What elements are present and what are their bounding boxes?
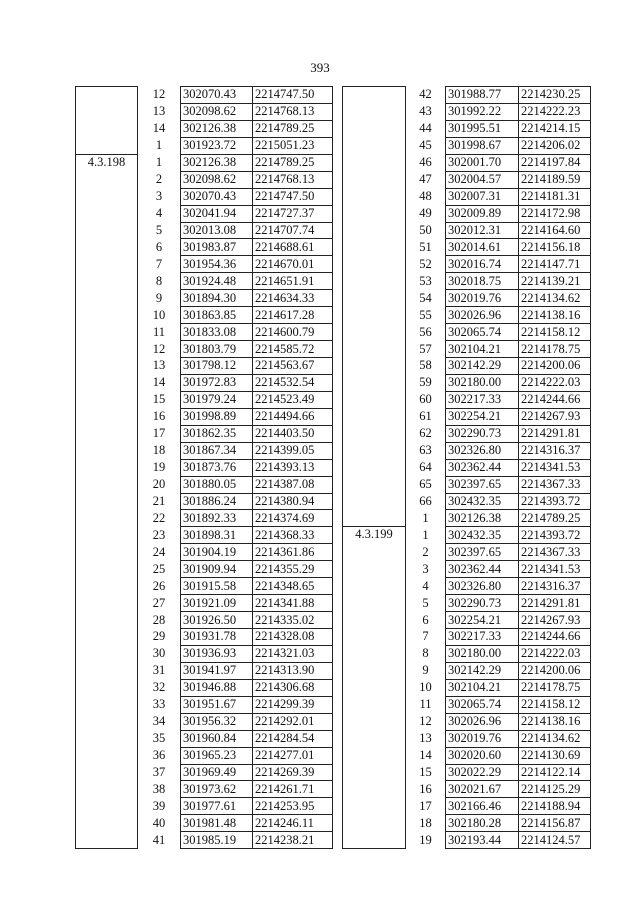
x-coordinate: 302026.96 [446, 307, 519, 324]
x-coordinate: 302098.62 [181, 171, 253, 188]
y-coordinate: 2214200.06 [519, 358, 591, 375]
point-number: 56 [406, 324, 446, 341]
y-coordinate: 2214267.93 [519, 408, 591, 425]
x-coordinate: 302362.44 [446, 459, 519, 476]
y-coordinate: 2214374.69 [253, 510, 333, 527]
y-coordinate: 2214230.25 [519, 87, 591, 104]
table-row [76, 154, 333, 171]
table-row [76, 87, 333, 104]
point-number: 22 [138, 510, 181, 527]
section-label [76, 87, 138, 155]
y-coordinate: 2214600.79 [253, 324, 333, 341]
y-coordinate: 2214688.61 [253, 239, 333, 256]
y-coordinate: 2214139.21 [519, 273, 591, 290]
x-coordinate: 302166.46 [446, 798, 519, 815]
x-coordinate: 302012.31 [446, 222, 519, 239]
y-coordinate: 2214617.28 [253, 307, 333, 324]
x-coordinate: 302007.31 [446, 188, 519, 205]
section-label [343, 87, 406, 527]
x-coordinate: 302290.73 [446, 595, 519, 612]
x-coordinate: 301880.05 [181, 476, 253, 493]
y-coordinate: 2214747.50 [253, 87, 333, 104]
y-coordinate: 2214222.23 [519, 103, 591, 120]
table-row [343, 87, 591, 104]
point-number: 15 [138, 391, 181, 408]
x-coordinate: 301873.76 [181, 459, 253, 476]
x-coordinate: 302180.00 [446, 374, 519, 391]
point-number: 33 [138, 696, 181, 713]
y-coordinate: 2214172.98 [519, 205, 591, 222]
y-coordinate: 2214316.37 [519, 578, 591, 595]
point-number: 30 [138, 645, 181, 662]
x-coordinate: 301981.48 [181, 815, 253, 832]
y-coordinate: 2214532.54 [253, 374, 333, 391]
point-number: 18 [406, 815, 446, 832]
y-coordinate: 2214313.90 [253, 662, 333, 679]
point-number: 47 [406, 171, 446, 188]
y-coordinate: 2214523.49 [253, 391, 333, 408]
point-number: 36 [138, 747, 181, 764]
y-coordinate: 2214367.33 [519, 476, 591, 493]
y-coordinate: 2214355.29 [253, 561, 333, 578]
x-coordinate: 301977.61 [181, 798, 253, 815]
table-row [343, 527, 591, 544]
x-coordinate: 301921.09 [181, 595, 253, 612]
y-coordinate: 2215051.23 [253, 137, 333, 154]
y-coordinate: 2214122.14 [519, 764, 591, 781]
y-coordinate: 2214393.13 [253, 459, 333, 476]
x-coordinate: 301985.19 [181, 832, 253, 849]
point-number: 13 [138, 103, 181, 120]
point-number: 13 [406, 730, 446, 747]
point-number: 50 [406, 222, 446, 239]
x-coordinate: 301965.23 [181, 747, 253, 764]
y-coordinate: 2214341.53 [519, 561, 591, 578]
point-number: 17 [406, 798, 446, 815]
y-coordinate: 2214130.69 [519, 747, 591, 764]
point-number: 1 [138, 154, 181, 171]
y-coordinate: 2214367.33 [519, 544, 591, 561]
x-coordinate: 301941.97 [181, 662, 253, 679]
point-number: 10 [406, 679, 446, 696]
y-coordinate: 2214134.62 [519, 730, 591, 747]
y-coordinate: 2214277.01 [253, 747, 333, 764]
x-coordinate: 302362.44 [446, 561, 519, 578]
point-number: 8 [138, 273, 181, 290]
y-coordinate: 2214291.81 [519, 425, 591, 442]
x-coordinate: 302142.29 [446, 358, 519, 375]
x-coordinate: 302193.44 [446, 832, 519, 849]
x-coordinate: 302126.38 [181, 120, 253, 137]
point-number: 44 [406, 120, 446, 137]
point-number: 14 [138, 120, 181, 137]
point-number: 66 [406, 493, 446, 510]
x-coordinate: 301931.78 [181, 629, 253, 646]
x-coordinate: 302326.80 [446, 578, 519, 595]
y-coordinate: 2214727.37 [253, 205, 333, 222]
point-number: 21 [138, 493, 181, 510]
y-coordinate: 2214768.13 [253, 171, 333, 188]
y-coordinate: 2214246.11 [253, 815, 333, 832]
point-number: 57 [406, 341, 446, 358]
point-number: 64 [406, 459, 446, 476]
point-number: 61 [406, 408, 446, 425]
x-coordinate: 301951.67 [181, 696, 253, 713]
point-number: 8 [406, 645, 446, 662]
point-number: 23 [138, 527, 181, 544]
x-coordinate: 301969.49 [181, 764, 253, 781]
x-coordinate: 302142.29 [446, 662, 519, 679]
point-number: 38 [138, 781, 181, 798]
y-coordinate: 2214214.15 [519, 120, 591, 137]
x-coordinate: 302026.96 [446, 713, 519, 730]
point-number: 52 [406, 256, 446, 273]
point-number: 46 [406, 154, 446, 171]
point-number: 40 [138, 815, 181, 832]
point-number: 12 [406, 713, 446, 730]
point-number: 34 [138, 713, 181, 730]
x-coordinate: 301867.34 [181, 442, 253, 459]
x-coordinate: 301992.22 [446, 103, 519, 120]
x-coordinate: 302041.94 [181, 205, 253, 222]
point-number: 7 [138, 256, 181, 273]
y-coordinate: 2214197.84 [519, 154, 591, 171]
y-coordinate: 2214670.01 [253, 256, 333, 273]
point-number: 3 [138, 188, 181, 205]
y-coordinate: 2214238.21 [253, 832, 333, 849]
y-coordinate: 2214188.94 [519, 798, 591, 815]
y-coordinate: 2214403.50 [253, 425, 333, 442]
y-coordinate: 2214316.37 [519, 442, 591, 459]
y-coordinate: 2214341.53 [519, 459, 591, 476]
x-coordinate: 302126.38 [181, 154, 253, 171]
x-coordinate: 302009.89 [446, 205, 519, 222]
y-coordinate: 2214393.72 [519, 493, 591, 510]
y-coordinate: 2214138.16 [519, 713, 591, 730]
y-coordinate: 2214291.81 [519, 595, 591, 612]
point-number: 7 [406, 629, 446, 646]
point-number: 5 [138, 222, 181, 239]
y-coordinate: 2214200.06 [519, 662, 591, 679]
x-coordinate: 301995.51 [446, 120, 519, 137]
x-coordinate: 301960.84 [181, 730, 253, 747]
x-coordinate: 301904.19 [181, 544, 253, 561]
point-number: 19 [138, 459, 181, 476]
point-number: 60 [406, 391, 446, 408]
x-coordinate: 301915.58 [181, 578, 253, 595]
y-coordinate: 2214563.67 [253, 358, 333, 375]
point-number: 28 [138, 612, 181, 629]
y-coordinate: 2214387.08 [253, 476, 333, 493]
x-coordinate: 302254.21 [446, 612, 519, 629]
y-coordinate: 2214707.74 [253, 222, 333, 239]
point-number: 59 [406, 374, 446, 391]
point-number: 13 [138, 358, 181, 375]
x-coordinate: 302070.43 [181, 188, 253, 205]
y-coordinate: 2214284.54 [253, 730, 333, 747]
x-coordinate: 302104.21 [446, 341, 519, 358]
x-coordinate: 302070.43 [181, 87, 253, 104]
x-coordinate: 302432.35 [446, 493, 519, 510]
x-coordinate: 302180.28 [446, 815, 519, 832]
y-coordinate: 2214328.08 [253, 629, 333, 646]
x-coordinate: 301894.30 [181, 290, 253, 307]
point-number: 55 [406, 307, 446, 324]
x-coordinate: 302104.21 [446, 679, 519, 696]
point-number: 27 [138, 595, 181, 612]
point-number: 58 [406, 358, 446, 375]
point-number: 1 [138, 137, 181, 154]
x-coordinate: 301862.35 [181, 425, 253, 442]
y-coordinate: 2214253.95 [253, 798, 333, 815]
x-coordinate: 302016.74 [446, 256, 519, 273]
y-coordinate: 2214147.71 [519, 256, 591, 273]
point-number: 10 [138, 307, 181, 324]
x-coordinate: 302290.73 [446, 425, 519, 442]
y-coordinate: 2214189.59 [519, 171, 591, 188]
x-coordinate: 301898.31 [181, 527, 253, 544]
y-coordinate: 2214768.13 [253, 103, 333, 120]
point-number: 39 [138, 798, 181, 815]
x-coordinate: 301936.93 [181, 645, 253, 662]
point-number: 54 [406, 290, 446, 307]
x-coordinate: 301973.62 [181, 781, 253, 798]
x-coordinate: 301926.50 [181, 612, 253, 629]
y-coordinate: 2214178.75 [519, 679, 591, 696]
x-coordinate: 302022.29 [446, 764, 519, 781]
x-coordinate: 301972.83 [181, 374, 253, 391]
y-coordinate: 2214267.93 [519, 612, 591, 629]
y-coordinate: 2214361.86 [253, 544, 333, 561]
x-coordinate: 302019.76 [446, 290, 519, 307]
x-coordinate: 302326.80 [446, 442, 519, 459]
point-number: 17 [138, 425, 181, 442]
y-coordinate: 2214222.03 [519, 645, 591, 662]
point-number: 24 [138, 544, 181, 561]
point-number: 4 [138, 205, 181, 222]
x-coordinate: 302001.70 [446, 154, 519, 171]
page-number: 393 [310, 60, 330, 75]
x-coordinate: 301833.08 [181, 324, 253, 341]
y-coordinate: 2214134.62 [519, 290, 591, 307]
x-coordinate: 302397.65 [446, 544, 519, 561]
y-coordinate: 2214306.68 [253, 679, 333, 696]
y-coordinate: 2214789.25 [519, 510, 591, 527]
point-number: 9 [406, 662, 446, 679]
x-coordinate: 301946.88 [181, 679, 253, 696]
x-coordinate: 301892.33 [181, 510, 253, 527]
point-number: 63 [406, 442, 446, 459]
x-coordinate: 301798.12 [181, 358, 253, 375]
x-coordinate: 302126.38 [446, 510, 519, 527]
point-number: 16 [138, 408, 181, 425]
y-coordinate: 2214206.02 [519, 137, 591, 154]
y-coordinate: 2214138.16 [519, 307, 591, 324]
point-number: 15 [406, 764, 446, 781]
point-number: 19 [406, 832, 446, 849]
point-number: 62 [406, 425, 446, 442]
x-coordinate: 302098.62 [181, 103, 253, 120]
x-coordinate: 302254.21 [446, 408, 519, 425]
x-coordinate: 302065.74 [446, 696, 519, 713]
point-number: 49 [406, 205, 446, 222]
section-label: 4.3.198 [76, 154, 138, 848]
y-coordinate: 2214156.87 [519, 815, 591, 832]
y-coordinate: 2214321.03 [253, 645, 333, 662]
x-coordinate: 301998.89 [181, 408, 253, 425]
point-number: 37 [138, 764, 181, 781]
coordinates-table-left [75, 86, 333, 849]
y-coordinate: 2214348.65 [253, 578, 333, 595]
point-number: 12 [138, 341, 181, 358]
point-number: 1 [406, 510, 446, 527]
y-coordinate: 2214125.29 [519, 781, 591, 798]
point-number: 53 [406, 273, 446, 290]
x-coordinate: 302180.00 [446, 645, 519, 662]
point-number: 4 [406, 578, 446, 595]
coordinates-table-right [342, 86, 591, 849]
x-coordinate: 301924.48 [181, 273, 253, 290]
y-coordinate: 2214335.02 [253, 612, 333, 629]
x-coordinate: 301803.79 [181, 341, 253, 358]
y-coordinate: 2214789.25 [253, 154, 333, 171]
x-coordinate: 302021.67 [446, 781, 519, 798]
point-number: 14 [406, 747, 446, 764]
x-coordinate: 301886.24 [181, 493, 253, 510]
point-number: 11 [138, 324, 181, 341]
point-number: 6 [138, 239, 181, 256]
point-number: 43 [406, 103, 446, 120]
point-number: 41 [138, 832, 181, 849]
x-coordinate: 301983.87 [181, 239, 253, 256]
y-coordinate: 2214393.72 [519, 527, 591, 544]
point-number: 1 [406, 527, 446, 544]
y-coordinate: 2214789.25 [253, 120, 333, 137]
x-coordinate: 302019.76 [446, 730, 519, 747]
y-coordinate: 2214222.03 [519, 374, 591, 391]
x-coordinate: 302020.60 [446, 747, 519, 764]
point-number: 3 [406, 561, 446, 578]
point-number: 29 [138, 629, 181, 646]
y-coordinate: 2214585.72 [253, 341, 333, 358]
point-number: 45 [406, 137, 446, 154]
point-number: 65 [406, 476, 446, 493]
x-coordinate: 302004.57 [446, 171, 519, 188]
y-coordinate: 2214399.05 [253, 442, 333, 459]
point-number: 42 [406, 87, 446, 104]
x-coordinate: 302014.61 [446, 239, 519, 256]
y-coordinate: 2214299.39 [253, 696, 333, 713]
y-coordinate: 2214651.91 [253, 273, 333, 290]
x-coordinate: 302217.33 [446, 391, 519, 408]
y-coordinate: 2214747.50 [253, 188, 333, 205]
x-coordinate: 301923.72 [181, 137, 253, 154]
x-coordinate: 302432.35 [446, 527, 519, 544]
point-number: 51 [406, 239, 446, 256]
point-number: 35 [138, 730, 181, 747]
y-coordinate: 2214164.60 [519, 222, 591, 239]
point-number: 11 [406, 696, 446, 713]
point-number: 16 [406, 781, 446, 798]
x-coordinate: 301909.94 [181, 561, 253, 578]
point-number: 26 [138, 578, 181, 595]
point-number: 2 [138, 171, 181, 188]
y-coordinate: 2214261.71 [253, 781, 333, 798]
x-coordinate: 301954.36 [181, 256, 253, 273]
point-number: 12 [138, 87, 181, 104]
x-coordinate: 301998.67 [446, 137, 519, 154]
y-coordinate: 2214292.01 [253, 713, 333, 730]
y-coordinate: 2214156.18 [519, 239, 591, 256]
y-coordinate: 2214124.57 [519, 832, 591, 849]
x-coordinate: 301956.32 [181, 713, 253, 730]
point-number: 14 [138, 374, 181, 391]
y-coordinate: 2214380.94 [253, 493, 333, 510]
x-coordinate: 302065.74 [446, 324, 519, 341]
point-number: 20 [138, 476, 181, 493]
x-coordinate: 302397.65 [446, 476, 519, 493]
point-number: 5 [406, 595, 446, 612]
point-number: 9 [138, 290, 181, 307]
x-coordinate: 302013.08 [181, 222, 253, 239]
y-coordinate: 2214494.66 [253, 408, 333, 425]
y-coordinate: 2214158.12 [519, 696, 591, 713]
y-coordinate: 2214368.33 [253, 527, 333, 544]
point-number: 32 [138, 679, 181, 696]
y-coordinate: 2214341.88 [253, 595, 333, 612]
y-coordinate: 2214634.33 [253, 290, 333, 307]
point-number: 6 [406, 612, 446, 629]
y-coordinate: 2214244.66 [519, 391, 591, 408]
point-number: 48 [406, 188, 446, 205]
y-coordinate: 2214181.31 [519, 188, 591, 205]
y-coordinate: 2214269.39 [253, 764, 333, 781]
y-coordinate: 2214158.12 [519, 324, 591, 341]
y-coordinate: 2214244.66 [519, 629, 591, 646]
x-coordinate: 301863.85 [181, 307, 253, 324]
section-label: 4.3.199 [343, 527, 406, 849]
point-number: 18 [138, 442, 181, 459]
x-coordinate: 301988.77 [446, 87, 519, 104]
x-coordinate: 302018.75 [446, 273, 519, 290]
x-coordinate: 301979.24 [181, 391, 253, 408]
point-number: 25 [138, 561, 181, 578]
point-number: 2 [406, 544, 446, 561]
y-coordinate: 2214178.75 [519, 341, 591, 358]
point-number: 31 [138, 662, 181, 679]
x-coordinate: 302217.33 [446, 629, 519, 646]
